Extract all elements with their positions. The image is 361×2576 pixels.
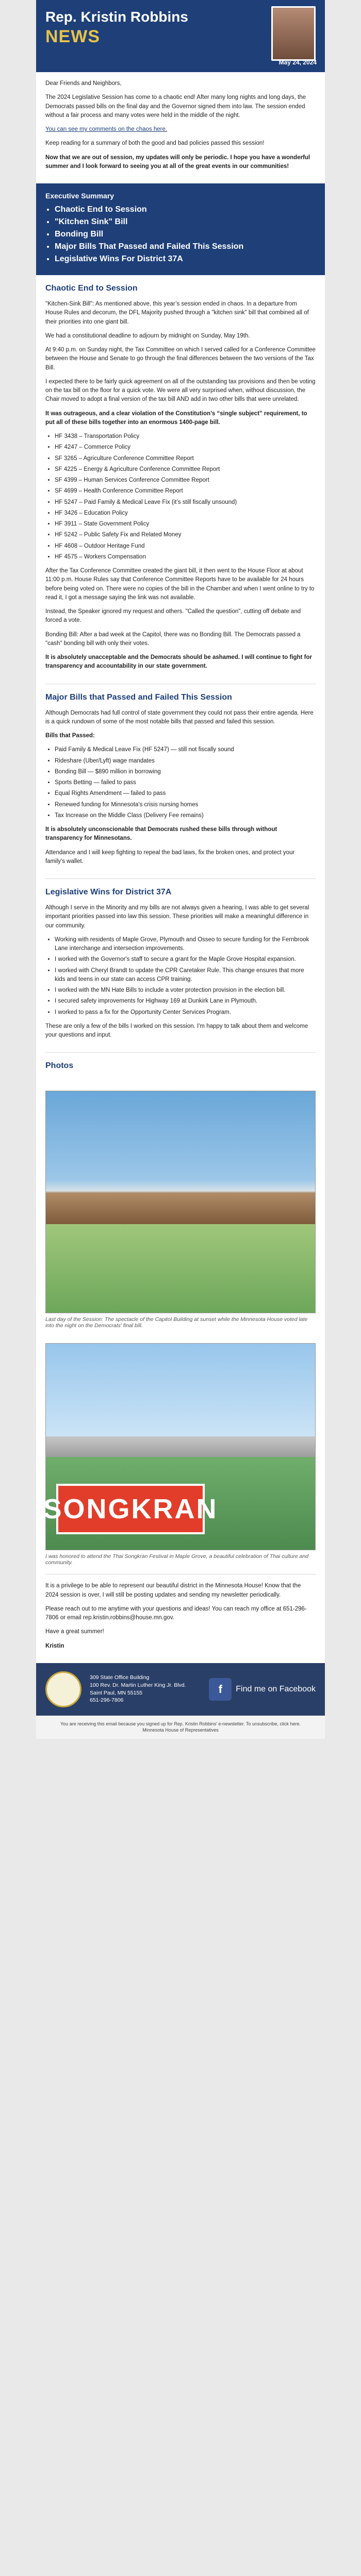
paragraph: At 9:40 p.m. on Sunday night, the Tax Committee on which I served called for a Conference Committee between the House and Senate to go through the final differences between the two versions of the Tax Bill. xyxy=(45,347,316,371)
signature: Kristin xyxy=(45,1642,64,1649)
newsletter-title: Rep. Kristin Robbins xyxy=(45,9,188,25)
newsletter-header: NEWS xyxy=(45,27,100,46)
photo-block-1 xyxy=(36,1084,325,1337)
list-item: • I secured safety improvements for Highway 169 at Dunkirk Lane in Plymouth. xyxy=(55,997,316,1006)
representative-photo xyxy=(271,6,316,61)
closing-section xyxy=(36,1574,325,1663)
photo-caption: Last day of the Session: The spectacle of the Capitol Building at sunset while the Minnesota House voted late into the night on the Democrats' final bill. xyxy=(45,1316,308,1329)
footer-address xyxy=(90,1674,186,1704)
paragraph: I expected there to be fairly quick agreement on all of the outstanding tax provisions and then be voting on the tax bill on the floor for a quick vote. We were all very surprised when, without discussion, the Chair moved to adopt a final version of the tax bill AND add in two other bills that were unrelated. xyxy=(45,378,316,403)
paragraph: Instead, the Speaker ignored my request and others. "Called the question", cutting off debate and forced a vote. xyxy=(45,608,301,624)
list-item: • SF 4699 – Health Conference Committee Report xyxy=(55,487,316,496)
greeting: Dear Friends and Neighbors, xyxy=(45,80,122,87)
intro-paragraph-4: Now that we are out of session, my updates will only be periodic. I hope you have a wonderful summer and I look forward to seeing you at all of the great events in our communities! xyxy=(45,154,310,170)
summary-item[interactable]: • Bonding Bill xyxy=(55,230,316,239)
list-item: • Equal Rights Amendment — failed to pass xyxy=(55,789,316,798)
photo-caption: I was honored to attend the Thai Songkran Festival in Maple Grove, a beautiful celebration of Thai culture and community. xyxy=(45,1553,309,1566)
paragraph: Although I serve in the Minority and my bills are not always given a hearing, I was able to get several important priorities passed into law this session. These priorities will make a meaningful difference in our community. xyxy=(45,905,309,929)
paragraph: It is absolutely unconscionable that Democrats rushed these bills through without transparency for Minnesotans. xyxy=(45,826,277,842)
paragraph: We had a constitutional deadline to adjourn by midnight on Sunday, May 19th. xyxy=(45,332,250,339)
songkran-photo xyxy=(45,1343,316,1550)
footer-social xyxy=(209,1678,316,1701)
list-item: • HF 5247 – Paid Family & Medical Leave Fix (it’s still fiscally unsound) xyxy=(55,498,316,507)
list-item: • Working with residents of Maple Grove, Plymouth and Osseo to secure funding for the Fernbrook Lane interchange and intersection improvements. xyxy=(55,936,316,954)
list-item: • HF 3911 – State Government Policy xyxy=(55,520,316,529)
capitol-photo xyxy=(45,1091,316,1313)
intro-paragraph-1: The 2024 Legislative Session has come to a chaotic end! After many long nights and long days, the Democrats passed bills on the final day and the Governor signed them into law. The session ended without a fair process and many votes were held in the middle of the night. xyxy=(45,94,306,118)
organization-name: Minnesota House of Representatives xyxy=(142,1727,219,1733)
list-item: • HF 4247 – Commerce Policy xyxy=(55,443,316,452)
facebook-icon[interactable]: f xyxy=(209,1678,232,1701)
photos-section xyxy=(36,1053,325,1084)
paragraph: Although Democrats had full control of state government they could not pass their entire agenda. Here is a quick rundown of some of the most notable bills that passed and failed this session. xyxy=(45,709,314,725)
newsletter-date: May 24, 2024 xyxy=(278,59,317,66)
paragraph: Please reach out to me anytime with your questions and ideas! You can reach my office at 651-296-7806 or email rep.kristin.robbins@house.mn.gov. xyxy=(45,1605,307,1621)
list-item: • HF 4575 – Workers Compensation xyxy=(55,553,316,562)
wins-list xyxy=(45,936,316,1017)
bill-list xyxy=(45,432,316,562)
summary-title: Executive Summary xyxy=(45,192,114,200)
fineprint xyxy=(36,1716,325,1739)
section-heading: Legislative Wins for District 37A xyxy=(45,888,172,896)
photo-block-2 xyxy=(36,1337,325,1574)
section-heading: Major Bills that Passed and Failed This Session xyxy=(45,692,232,702)
summary-item[interactable]: • Chaotic End to Session xyxy=(55,205,316,214)
list-item: • HF 3438 – Transportation Policy xyxy=(55,432,316,441)
footer xyxy=(36,1663,325,1716)
paragraph: It was outrageous, and a clear violation of the Constitution’s “single subject” requirement, to put all of these bills together into an enormous 1400-page bill. xyxy=(45,410,307,426)
summary-item[interactable]: • Major Bills That Passed and Failed This Session xyxy=(55,242,316,251)
list-item: • Paid Family & Medical Leave Fix (HF 5247) — still not fiscally sound xyxy=(55,745,316,754)
facebook-label[interactable]: Find me on Facebook xyxy=(236,1684,316,1693)
list-item: • SF 4399 – Human Services Conference Committee Report xyxy=(55,476,316,485)
list-item: • Renewed funding for Minnesota's crisis nursing homes xyxy=(55,801,316,809)
paragraph: Have a great summer! xyxy=(45,1629,104,1635)
paragraph: Bonding Bill: After a bad week at the Capitol, there was no Bonding Bill. The Democrats passed a "cash" bonding bill with only their votes. xyxy=(45,631,301,647)
chaotic-end-section xyxy=(36,275,325,684)
paragraph: Attendance and I will keep fighting to repeal the bad laws, fix the broken ones, and protect your family's wallet. xyxy=(45,849,295,865)
executive-summary xyxy=(36,183,325,275)
intro-paragraph-3: Keep reading for a summary of both the good and bad policies passed this session! xyxy=(45,140,265,147)
phone-line: 651-296-7806 xyxy=(90,1697,124,1704)
comments-link[interactable]: You can see my comments on the chaos here. xyxy=(45,126,168,132)
unsubscribe-text[interactable]: You are receiving this email because you signed up for Rep. Kristin Robbins' e-newsletter. To unsubscribe, click here. xyxy=(60,1721,301,1726)
list-item: • Tax Increase on the Middle Class (Delivery Fee remains) xyxy=(55,811,316,820)
section-heading: Photos xyxy=(45,1061,74,1071)
list-item: • HF 3426 – Education Policy xyxy=(55,509,316,518)
list-item: • I worked with Cheryl Brandt to update the CPR Caretaker Rule. This change ensures that more kids and teens in our state can access CPR training. xyxy=(55,967,316,985)
list-item: • I worked with the MN Hate Bills to include a voter protection provision in the election bill. xyxy=(55,986,316,995)
address-line: 100 Rev. Dr. Martin Luther King Jr. Blvd. xyxy=(90,1682,186,1689)
list-item: • HF 5242 – Public Safety Fix and Related Money xyxy=(55,531,316,539)
newsletter-banner xyxy=(36,0,325,72)
summary-list xyxy=(45,205,316,264)
summary-item[interactable]: • Legislative Wins For District 37A xyxy=(55,255,316,264)
paragraph: "Kitchen-Sink Bill": As mentioned above, this year’s session ended in chaos. In a departure from House Rules and decorum, the DFL Majority pushed through a "kitchen sink" bill that combined all of their priorities into one giant bill. xyxy=(45,301,309,325)
bills-passed-title: Bills that Passed: xyxy=(45,733,95,739)
email-container xyxy=(36,0,325,1739)
house-seal-icon xyxy=(45,1671,81,1707)
list-item: • Sports Betting — failed to pass xyxy=(55,778,316,787)
paragraph: It is absolutely unacceptable and the Democrats should be ashamed. I will continue to fight for transparency and accountability in our state government. xyxy=(45,654,312,670)
section-heading: Chaotic End to Session xyxy=(45,284,138,293)
list-item: • HF 4608 – Outdoor Heritage Fund xyxy=(55,542,316,551)
intro-section xyxy=(36,72,325,183)
paragraph: These are only a few of the bills I worked on this session. I'm happy to talk about them and welcome your questions and input. xyxy=(45,1023,308,1038)
list-item: • I worked to pass a fix for the Opportunity Center Services Program. xyxy=(55,1008,316,1017)
list-item: • SF 4225 – Energy & Agriculture Conference Committee Report xyxy=(55,465,316,474)
summary-item[interactable]: • "Kitchen Sink" Bill xyxy=(55,217,316,227)
list-item: • I worked with the Governor's staff to secure a grant for the Maple Grove Hospital expansion. xyxy=(55,955,316,964)
office-line: 309 State Office Building xyxy=(90,1674,150,1681)
list-item: • SF 3265 – Agriculture Conference Committee Report xyxy=(55,454,316,463)
paragraph: It is a privilege to be able to represent our beautiful district in the Minnesota House! Know that the 2024 session is over, I will still be posting updates and sending my newsletter periodically. xyxy=(45,1583,301,1598)
legislative-wins-section xyxy=(36,879,325,1052)
major-bills-section xyxy=(36,684,325,879)
songkran-sign: SONGKRAN xyxy=(56,1484,205,1534)
paragraph: After the Tax Conference Committee created the giant bill, it then went to the House Floor at about 11:00 p.m. House Rules say that Conference Committee Reports have to be available for 24 hours before being voted on. There were no copies of the bill in the Chamber and when I went online to try to read it, I got a message saying the link was not available. xyxy=(45,568,315,601)
list-item: • Rideshare (Uber/Lyft) wage mandates xyxy=(55,757,316,766)
list-item: • Bonding Bill — $890 million in borrowing xyxy=(55,768,316,776)
city-line: Saint Paul, MN 55155 xyxy=(90,1689,143,1696)
bills-passed-list xyxy=(45,745,316,820)
